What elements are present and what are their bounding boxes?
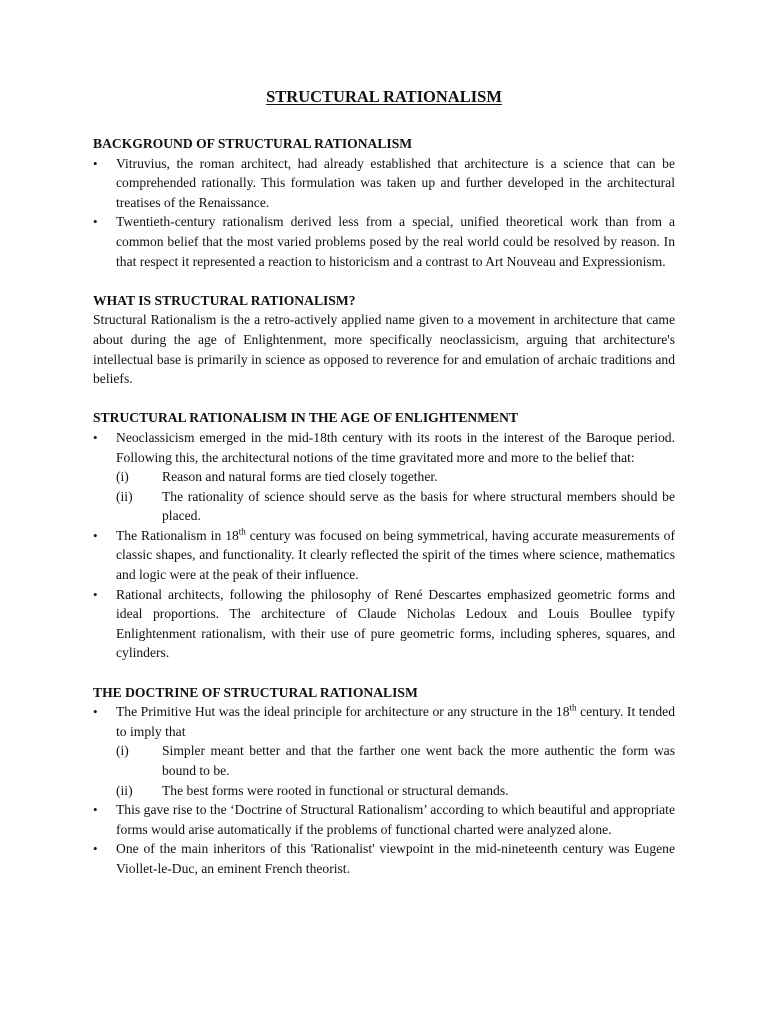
bullet-item: • One of the main inheritors of this 'Rationalist' viewpoint in the mid-nineteenth century was Eugene Viollet-le-Duc, an eminent French theorist. <box>93 839 675 878</box>
section-what-is <box>93 291 675 389</box>
sub-item-text: Reason and natural forms are tied closely together. <box>162 469 438 485</box>
document-page <box>93 86 675 898</box>
bullet-text: The Rationalism in 18 <box>116 527 239 543</box>
bullet-text: century was focused on being symmetrical, having accurate measurements of classic shapes, and functionality. It clearly reflected the spirit of the times where science, mathematics and logic were at the peak of their influence. <box>116 527 675 583</box>
sub-list <box>116 741 675 800</box>
section-heading-enlightenment: STRUCTURAL RATIONALISM IN THE AGE OF ENLIGHTENMENT <box>93 410 519 426</box>
section-heading-background: BACKGROUND OF STRUCTURAL RATIONALISM <box>93 136 413 151</box>
bullet-list <box>93 428 675 663</box>
bullet-item: • Vitruvius, the roman architect, had already established that architecture is a science that can be comprehended rationally. This formulation was taken up and further developed in the architectural treatises of the Renaissance. <box>93 154 675 213</box>
section-doctrine <box>93 683 675 879</box>
sub-item-number: (i) <box>116 743 129 759</box>
sub-item-number: (ii) <box>116 488 133 504</box>
bullet-item <box>93 526 675 585</box>
bullet-list <box>93 154 675 272</box>
sub-item <box>116 741 675 780</box>
bullet-item: • Twentieth-century rationalism derived less from a special, unified theoretical work than from a common belief that the most varied problems posed by the real world could be resolved by reason. In that respect it represented a reaction to historicism and a contrast to Art Nouveau and Expressionism. <box>93 212 675 271</box>
paragraph: Structural Rationalism is the a retro-actively applied name given to a movement in architecture that came about during the age of Enlightenment, more specifically neoclassicism, arguing that architecture's intellectual base is primarily in science as opposed to reverence for and emulation of archaic traditions and beliefs. <box>93 312 675 387</box>
document-title: STRUCTURAL RATIONALISM <box>266 87 502 106</box>
sub-item-number: (ii) <box>116 782 133 798</box>
bullet-item: • Rational architects, following the philosophy of René Descartes emphasized geometric forms and ideal proportions. The architecture of Claude Nicholas Ledoux and Louis Boullee typify Enlightenment rationalism, with their use of pure geometric forms, including spheres, squares, and cylinders. <box>93 585 675 663</box>
sub-item-text: Simpler meant better and that the farther one went back the more authentic the form was bound to be. <box>162 743 675 778</box>
bullet-item <box>93 702 675 800</box>
sub-list <box>116 467 675 526</box>
superscript: th <box>569 702 577 713</box>
bullet-list <box>93 702 675 878</box>
sub-item-text: The rationality of science should serve as the basis for where structural members should be placed. <box>162 488 675 524</box>
sub-item-number: (i) <box>116 469 129 485</box>
bullet-text: Neoclassicism emerged in the mid-18th century with its roots in the interest of the Baroque period. Following this, the architectural notions of the time gravitated more and more to the belief that: <box>116 429 675 465</box>
sub-item <box>116 467 675 487</box>
superscript: th <box>238 526 246 537</box>
bullet-item: • This gave rise to the ‘Doctrine of Structural Rationalism’ according to which beautiful and appropriate forms would arise automatically if the problems of functional charted were analyzed alone. <box>93 800 675 839</box>
bullet-text: century. It tended to imply that <box>116 704 675 739</box>
sub-item-text: The best forms were rooted in functional or structural demands. <box>162 782 509 798</box>
bullet-text: The Primitive Hut was the ideal principle for architecture or any structure in the 18 <box>116 704 570 720</box>
section-background <box>93 134 675 271</box>
bullet-item <box>93 428 675 526</box>
section-heading-what-is: WHAT IS STRUCTURAL RATIONALISM? <box>93 292 356 308</box>
section-heading-doctrine: THE DOCTRINE OF STRUCTURAL RATIONALISM <box>93 684 418 700</box>
sub-item <box>116 487 675 526</box>
section-enlightenment <box>93 408 675 663</box>
sub-item <box>116 781 675 801</box>
